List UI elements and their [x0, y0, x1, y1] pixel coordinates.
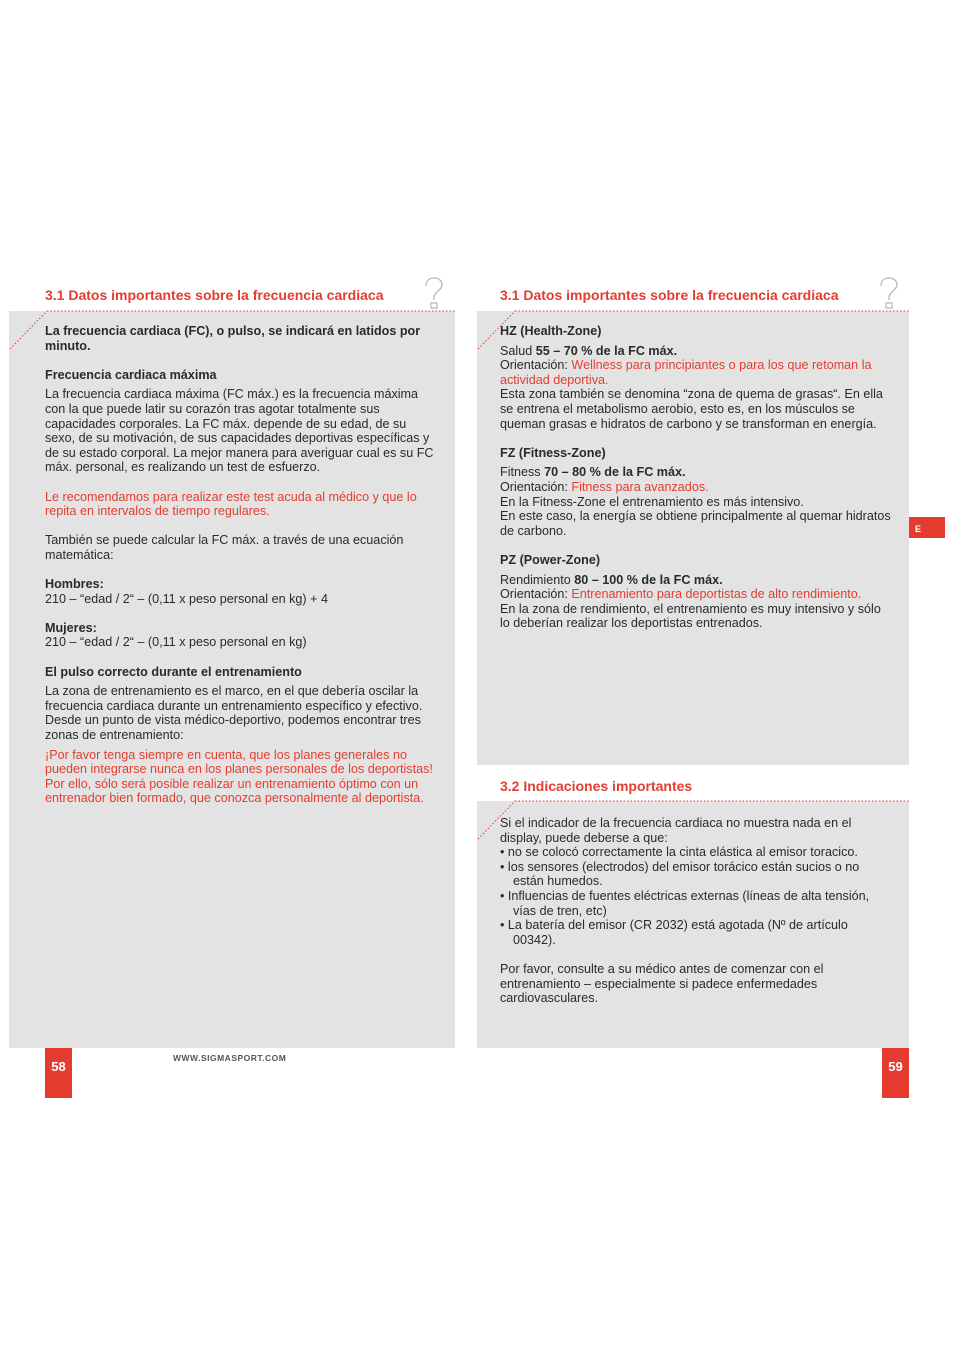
hr-intro: La frecuencia cardiaca (FC), o pulso, se indicará en latidos por minuto.	[45, 324, 421, 353]
page-number-right: 59	[882, 1048, 909, 1098]
men-label: Hombres:	[45, 577, 104, 592]
warning-text: ¡Por favor tenga siempre en cuenta, que los planes generales no pueden integrarse nunca en los planes personales de los deportistas! Por ello, sólo será posible realizar un entrenamiento óptimo con un entrenador bien formado, que conozca personalmente al deportista.	[45, 747, 433, 806]
section-2-title: 3.2 Indicaciones importantes	[500, 778, 693, 794]
fz-orientation	[500, 480, 893, 495]
hz-prefix: Salud	[500, 343, 536, 358]
s2-outro: Por favor, consulte a su médico antes de comenzar con el entrenamiento – especialmente si padece enfermedades cardiovasculares.	[500, 961, 824, 1006]
recommendation-text: Le recomendamos para realizar este test acuda al médico y que lo repita en intervalos de tiempo regulares.	[45, 489, 417, 519]
orientation-label: Orientación:	[500, 358, 572, 373]
pz-prefix: Rendimiento	[500, 572, 575, 587]
s2-intro: Si el indicador de la frecuencia cardiaca no muestra nada en el display, puede deberse a que:	[500, 816, 852, 845]
s2-bullet: • no se colocó correctamente la cinta elástica al emisor toracico.	[500, 845, 858, 860]
right-section-title: 3.1 Datos importantes sobre la frecuencia cardiaca	[500, 287, 839, 303]
s2-bullet: • los sensores (electrodos) del emisor torácico están sucios o no están humedos.	[500, 859, 860, 889]
right-content-indications	[500, 816, 893, 1006]
fz-text-1: En la Fitness-Zone el entrenamiento es más intensivo.	[500, 494, 804, 509]
calc-text: También se puede calcular la FC máx. a través de una ecuación matemática:	[45, 533, 404, 562]
pulse-text: La zona de entrenamiento es el marco, en el que debería oscilar la frecuencia cardiaca durante un entrenamiento específico y efectivo. Desde un punto de vista médico-deportivo, podemos encontrar tres zonas de entrenamiento:	[45, 684, 423, 743]
question-mark-icon	[421, 277, 447, 309]
orientation-label: Orientación:	[500, 479, 572, 494]
orientation-label: Orientación:	[500, 587, 572, 602]
right-content-zones	[500, 324, 893, 631]
women-label: Mujeres:	[45, 620, 97, 635]
pz-heading: PZ (Power-Zone)	[500, 552, 601, 567]
fz-range: 70 – 80 % de la FC máx.	[544, 465, 686, 480]
pz-orientation	[500, 587, 893, 602]
fc-max-heading: Frecuencia cardiaca máxima	[45, 367, 217, 382]
women-formula: 210 – “edad / 2“ – (0,11 x peso personal en kg)	[45, 635, 307, 650]
pz-orientation-text: Entrenamiento para deportistas de alto rendimiento.	[571, 587, 862, 602]
hz-range-line	[500, 344, 893, 359]
hz-orientation	[500, 358, 893, 387]
pz-range: 80 – 100 % de la FC máx.	[574, 572, 723, 587]
fz-text-2: En este caso, la energía se obtiene principalmente al quemar hidratos de carbono.	[500, 509, 891, 538]
fz-range-line	[500, 465, 893, 480]
fz-heading: FZ (Fitness-Zone)	[500, 445, 606, 460]
question-mark-icon	[876, 277, 902, 309]
fz-orientation-text: Fitness para avanzados.	[571, 479, 709, 494]
left-section-title: 3.1 Datos importantes sobre la frecuencia cardiaca	[45, 287, 384, 303]
men-formula: 210 – “edad / 2“ – (0,11 x peso personal en kg) + 4	[45, 591, 328, 606]
pulse-heading: El pulso correcto durante el entrenamiento	[45, 664, 302, 679]
hz-orientation-text: Wellness para principiantes o para los que retoman la actividad deportiva.	[500, 358, 872, 387]
fc-max-text: La frecuencia cardiaca máxima (FC máx.) es la frecuencia máxima con la que puede latir su corazón tras agotar totalmente sus capacidades corporales. La FC máx. depende de su edad, de su sexo, de su motivación, de sus capacidades deportivas específicas y de su estado corporal. La mejor manera para averiguar cual es su FC máx. personal, es realizando un test de esfuerzo.	[45, 387, 434, 475]
left-content	[45, 324, 437, 806]
pz-text: En la zona de rendimiento, el entrenamiento es muy intensivo y sólo lo deberían realizar los deportistas entrenados.	[500, 601, 881, 631]
pz-range-line	[500, 573, 893, 588]
fz-prefix: Fitness	[500, 465, 545, 480]
hz-heading: HZ (Health-Zone)	[500, 324, 602, 338]
language-tab: E	[909, 517, 945, 538]
s2-bullet: • La batería del emisor (CR 2032) está agotada (Nº de artículo 00342).	[500, 918, 848, 947]
hz-text: Esta zona también se denomina “zona de quema de grasas“. En ella se entrena el metabolismo aerobio, esto es, en los músculos se queman grasas e hidratos de carbono y se transforman en energía.	[500, 387, 883, 431]
s2-bullet: • Influencias de fuentes eléctricas externas (líneas de alta tensión, vías de tren, etc)	[500, 888, 870, 918]
hz-range: 55 – 70 % de la FC máx.	[535, 343, 678, 358]
page-number-left: 58	[45, 1048, 72, 1098]
website-url: WWW.SIGMASPORT.COM	[173, 1053, 287, 1063]
